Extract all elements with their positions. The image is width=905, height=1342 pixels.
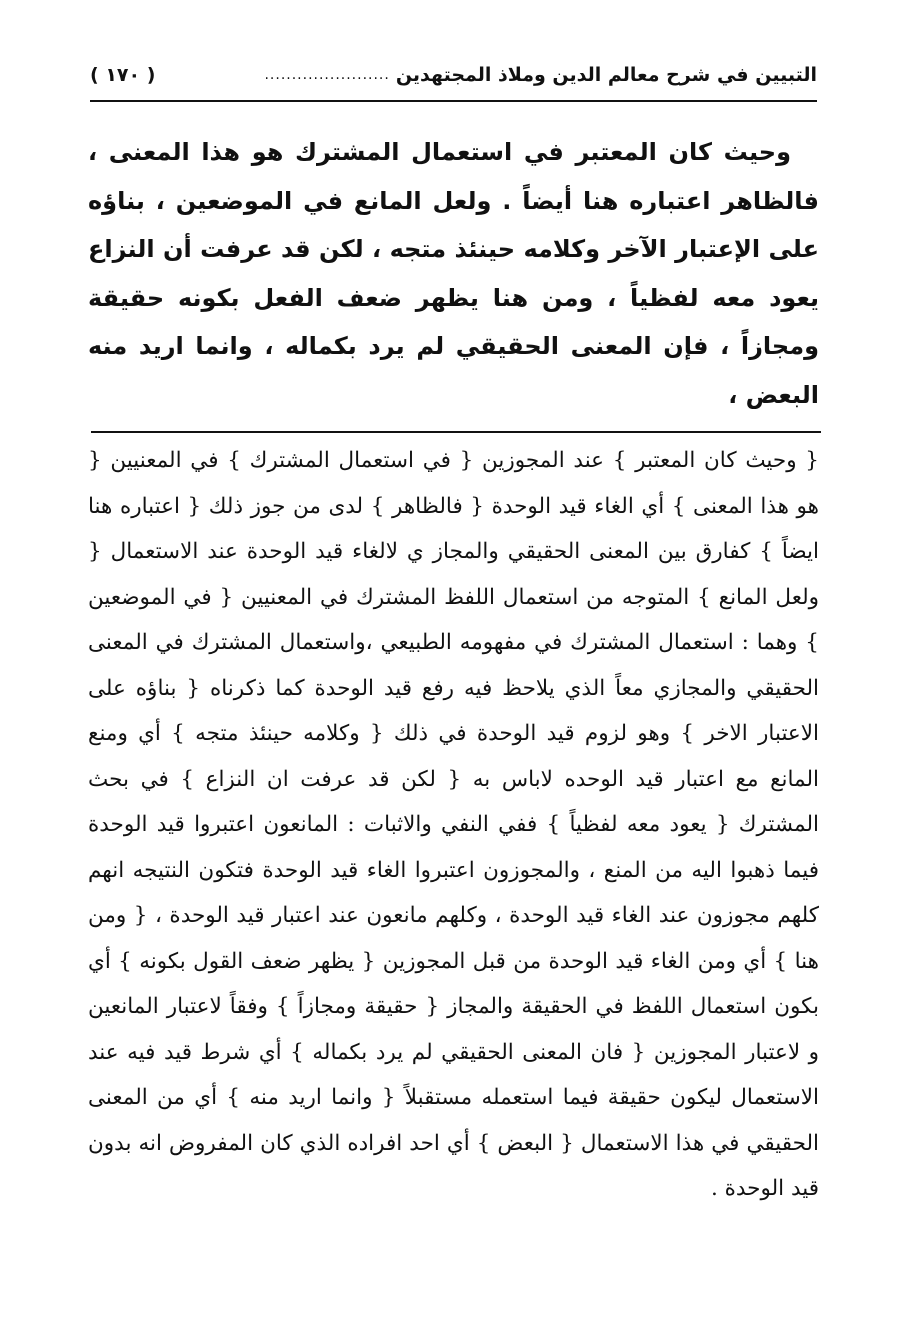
main-text-paragraph: وحيث كان المعتبر في استعمال المشترك هو هذا المعنى ، فالظاهر اعتباره هنا أيضاً . ولعل المانع في الموضعين ، بناؤه على الإعتبار الآخر وكلامه حينئذ متجه ، لكن قد عرفت أن النزاع يعود معه لفظياً ، ومن هنا يظهر ضعف الفعل بكونه حقيقة ومجازاً ، فإن المعنى الحقيقي لم يرد بكماله ، وانما اريد منه البعض ، [88,138,819,409]
leader-dots: ....................... [264,67,390,83]
book-title: التبيين في شرح معالم الدين وملاذ المجتهدين [395,64,817,86]
running-header [90,50,817,102]
commentary-paragraph: { وحيث كان المعتبر } عند المجوزين { في استعمال المشترك } في المعنيين { هو هذا المعنى } أي الغاء قيد الوحدة { فالظاهر } لدى من جوز ذلك { اعتباره هنا ايضاً } كفارق بين المعنى الحقيقي والمجاز ي لالغاء قيد الوحدة عند الاستعمال { ولعل المانع } المتوجه من استعمال اللفظ المشترك في المعنيين { في الموضعين } وهما : استعمال المشترك في مفهومه الطبيعي ،واستعمال المشترك في المعنى الحقيقي والمجازي معاً الذي يلاحظ فيه رفع قيد الوحدة كما ذكرناه { بناؤه على الاعتبار الاخر } وهو لزوم قيد الوحدة في ذلك { وكلامه حينئذ متجه } أي ومنع المانع مع اعتبار قيد الوحده لاباس به { لكن قد عرفت ان النزاع } في بحث المشترك { يعود معه لفظياً } ففي النفي والاثبات : المانعون اعتبروا قيد الوحدة فيما ذهبوا اليه من المنع ، والمجوزون اعتبروا الغاء قيد الوحدة فتكون النتيجه انهم كلهم مجوزون عند الغاء قيد الوحدة ، وكلهم مانعون عند اعتبار قيد الوحدة ، { ومن هنا } أي ومن الغاء قيد الوحدة من قبل المجوزين { يظهر ضعف القول بكونه } أي بكون استعمال اللفظ في الحقيقة والمجاز { حقيقة ومجازاً } وفقاً لاعتبار المانعين و لاعتبار المجوزين { فان المعنى الحقيقي لم يرد بكماله } أي شرط قيد فيه عند الاستعمال ليكون حقيقة فيما استعمله مستقبلاً { وانما اريد منه } أي من المعنى الحقيقي في هذا الاستعمال { البعض } أي احد افراده الذي كان المفروض انه بدون قيد الوحدة . [88,448,819,1201]
book-title-group [264,64,817,86]
page-number: ( ١٧٠ ) [90,64,156,86]
text-divider [91,431,821,433]
